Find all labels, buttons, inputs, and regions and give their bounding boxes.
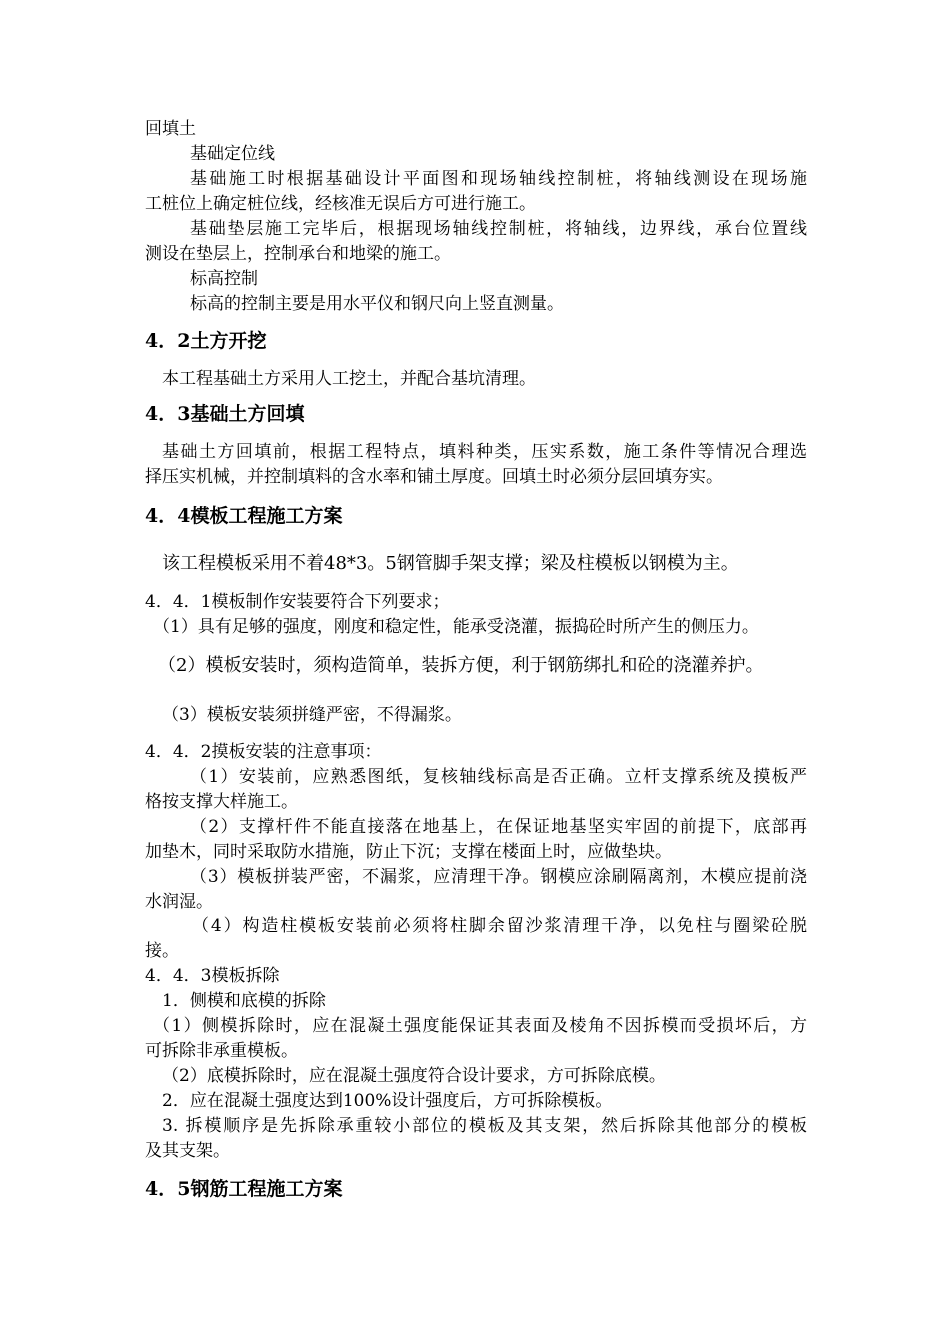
paragraph-line: 标高的控制主要是用水平仪和钢尺向上竖直测量。 xyxy=(190,294,564,314)
subsection-heading: 4．4．1模板制作安装要符合下列要求； xyxy=(145,592,450,612)
list-item: 2．应在混凝土强度达到100%设计强度后，方可拆除模板。 xyxy=(162,1091,613,1111)
list-item: 格按支撑大样施工。 xyxy=(145,792,298,812)
paragraph-line: 本工程基础土方采用人工挖土，并配合基坑清理。 xyxy=(162,369,536,389)
list-item: （1）具有足够的强度，刚度和稳定性，能承受浇灌，振捣砼时所产生的侧压力。 xyxy=(153,617,759,637)
list-item: （2）模板安装时，须构造简单，装拆方便，利于钢筋绑扎和砼的浇灌养护。 xyxy=(158,655,764,676)
list-item: （2）支撑杆件不能直接落在地基上，在保证地基坚实牢固的前提下，底部再 xyxy=(190,817,807,837)
paragraph-line: 基础施工时根据基础设计平面图和现场轴线控制桩，将轴线测设在现场施 xyxy=(190,169,807,189)
paragraph-line: 基础垫层施工完毕后，根据现场轴线控制桩，将轴线，边界线，承台位置线 xyxy=(190,219,807,239)
paragraph-line: 择压实机械，并控制填料的含水率和铺土厚度。回填土时必须分层回填夯实。 xyxy=(145,467,723,487)
list-item: （1）侧模拆除时，应在混凝土强度能保证其表面及棱角不因拆模而受损坏后，方 xyxy=(153,1016,807,1036)
subsection-heading: 4．4．2摸板安装的注意事项： xyxy=(145,742,382,762)
list-item: 可拆除非承重模板。 xyxy=(145,1041,298,1061)
section-heading: 4．2土方开挖 xyxy=(145,330,267,352)
list-item: （4）构造柱模板安装前必须将柱脚余留沙浆清理干净，以免柱与圈梁砼脱 xyxy=(192,916,807,936)
paragraph-line: 该工程模板采用不着48*3。5钢管脚手架支撑；梁及柱模板以钢模为主。 xyxy=(162,553,739,574)
list-item: （3）模板安装须拼缝严密，不得漏浆。 xyxy=(162,705,462,725)
paragraph-line: 测设在垫层上，控制承台和地梁的施工。 xyxy=(145,244,451,264)
list-item: 3. 拆模顺序是先拆除承重较小部位的模板及其支架，然后拆除其他部分的模板 xyxy=(162,1116,807,1136)
subsection-heading: 4．4．3模板拆除 xyxy=(145,966,280,986)
paragraph-line: 基础土方回填前，根据工程特点，填料种类，压实系数，施工条件等情况合理选 xyxy=(162,442,807,462)
list-item: 及其支架。 xyxy=(145,1141,230,1161)
list-item: 水润湿。 xyxy=(145,892,213,912)
subheading: 标高控制 xyxy=(190,269,258,289)
list-item: 1．侧模和底模的拆除 xyxy=(162,991,326,1011)
list-item: （3）模板拼装严密，不漏浆，应清理干净。钢模应涂刷隔离剂，木模应提前浇 xyxy=(190,867,807,887)
list-item: 加垫木，同时采取防水措施，防止下沉；支撑在楼面上时，应做垫块。 xyxy=(145,842,672,862)
subheading: 基础定位线 xyxy=(190,144,275,164)
section-heading: 4．3基础土方回填 xyxy=(145,403,305,425)
list-item: （1）安装前，应熟悉图纸，复核轴线标高是否正确。立杆支撑系统及摸板严 xyxy=(190,767,807,787)
list-item: （2）底模拆除时，应在混凝土强度符合设计要求，方可拆除底模。 xyxy=(162,1066,666,1086)
paragraph-line: 工桩位上确定桩位线，经核准无误后方可进行施工。 xyxy=(145,194,536,214)
section-heading: 4．5钢筋工程施工方案 xyxy=(145,1178,343,1200)
list-item: 接。 xyxy=(145,941,179,961)
text-line: 回填土 xyxy=(145,119,196,139)
section-heading: 4．4模板工程施工方案 xyxy=(145,505,343,527)
